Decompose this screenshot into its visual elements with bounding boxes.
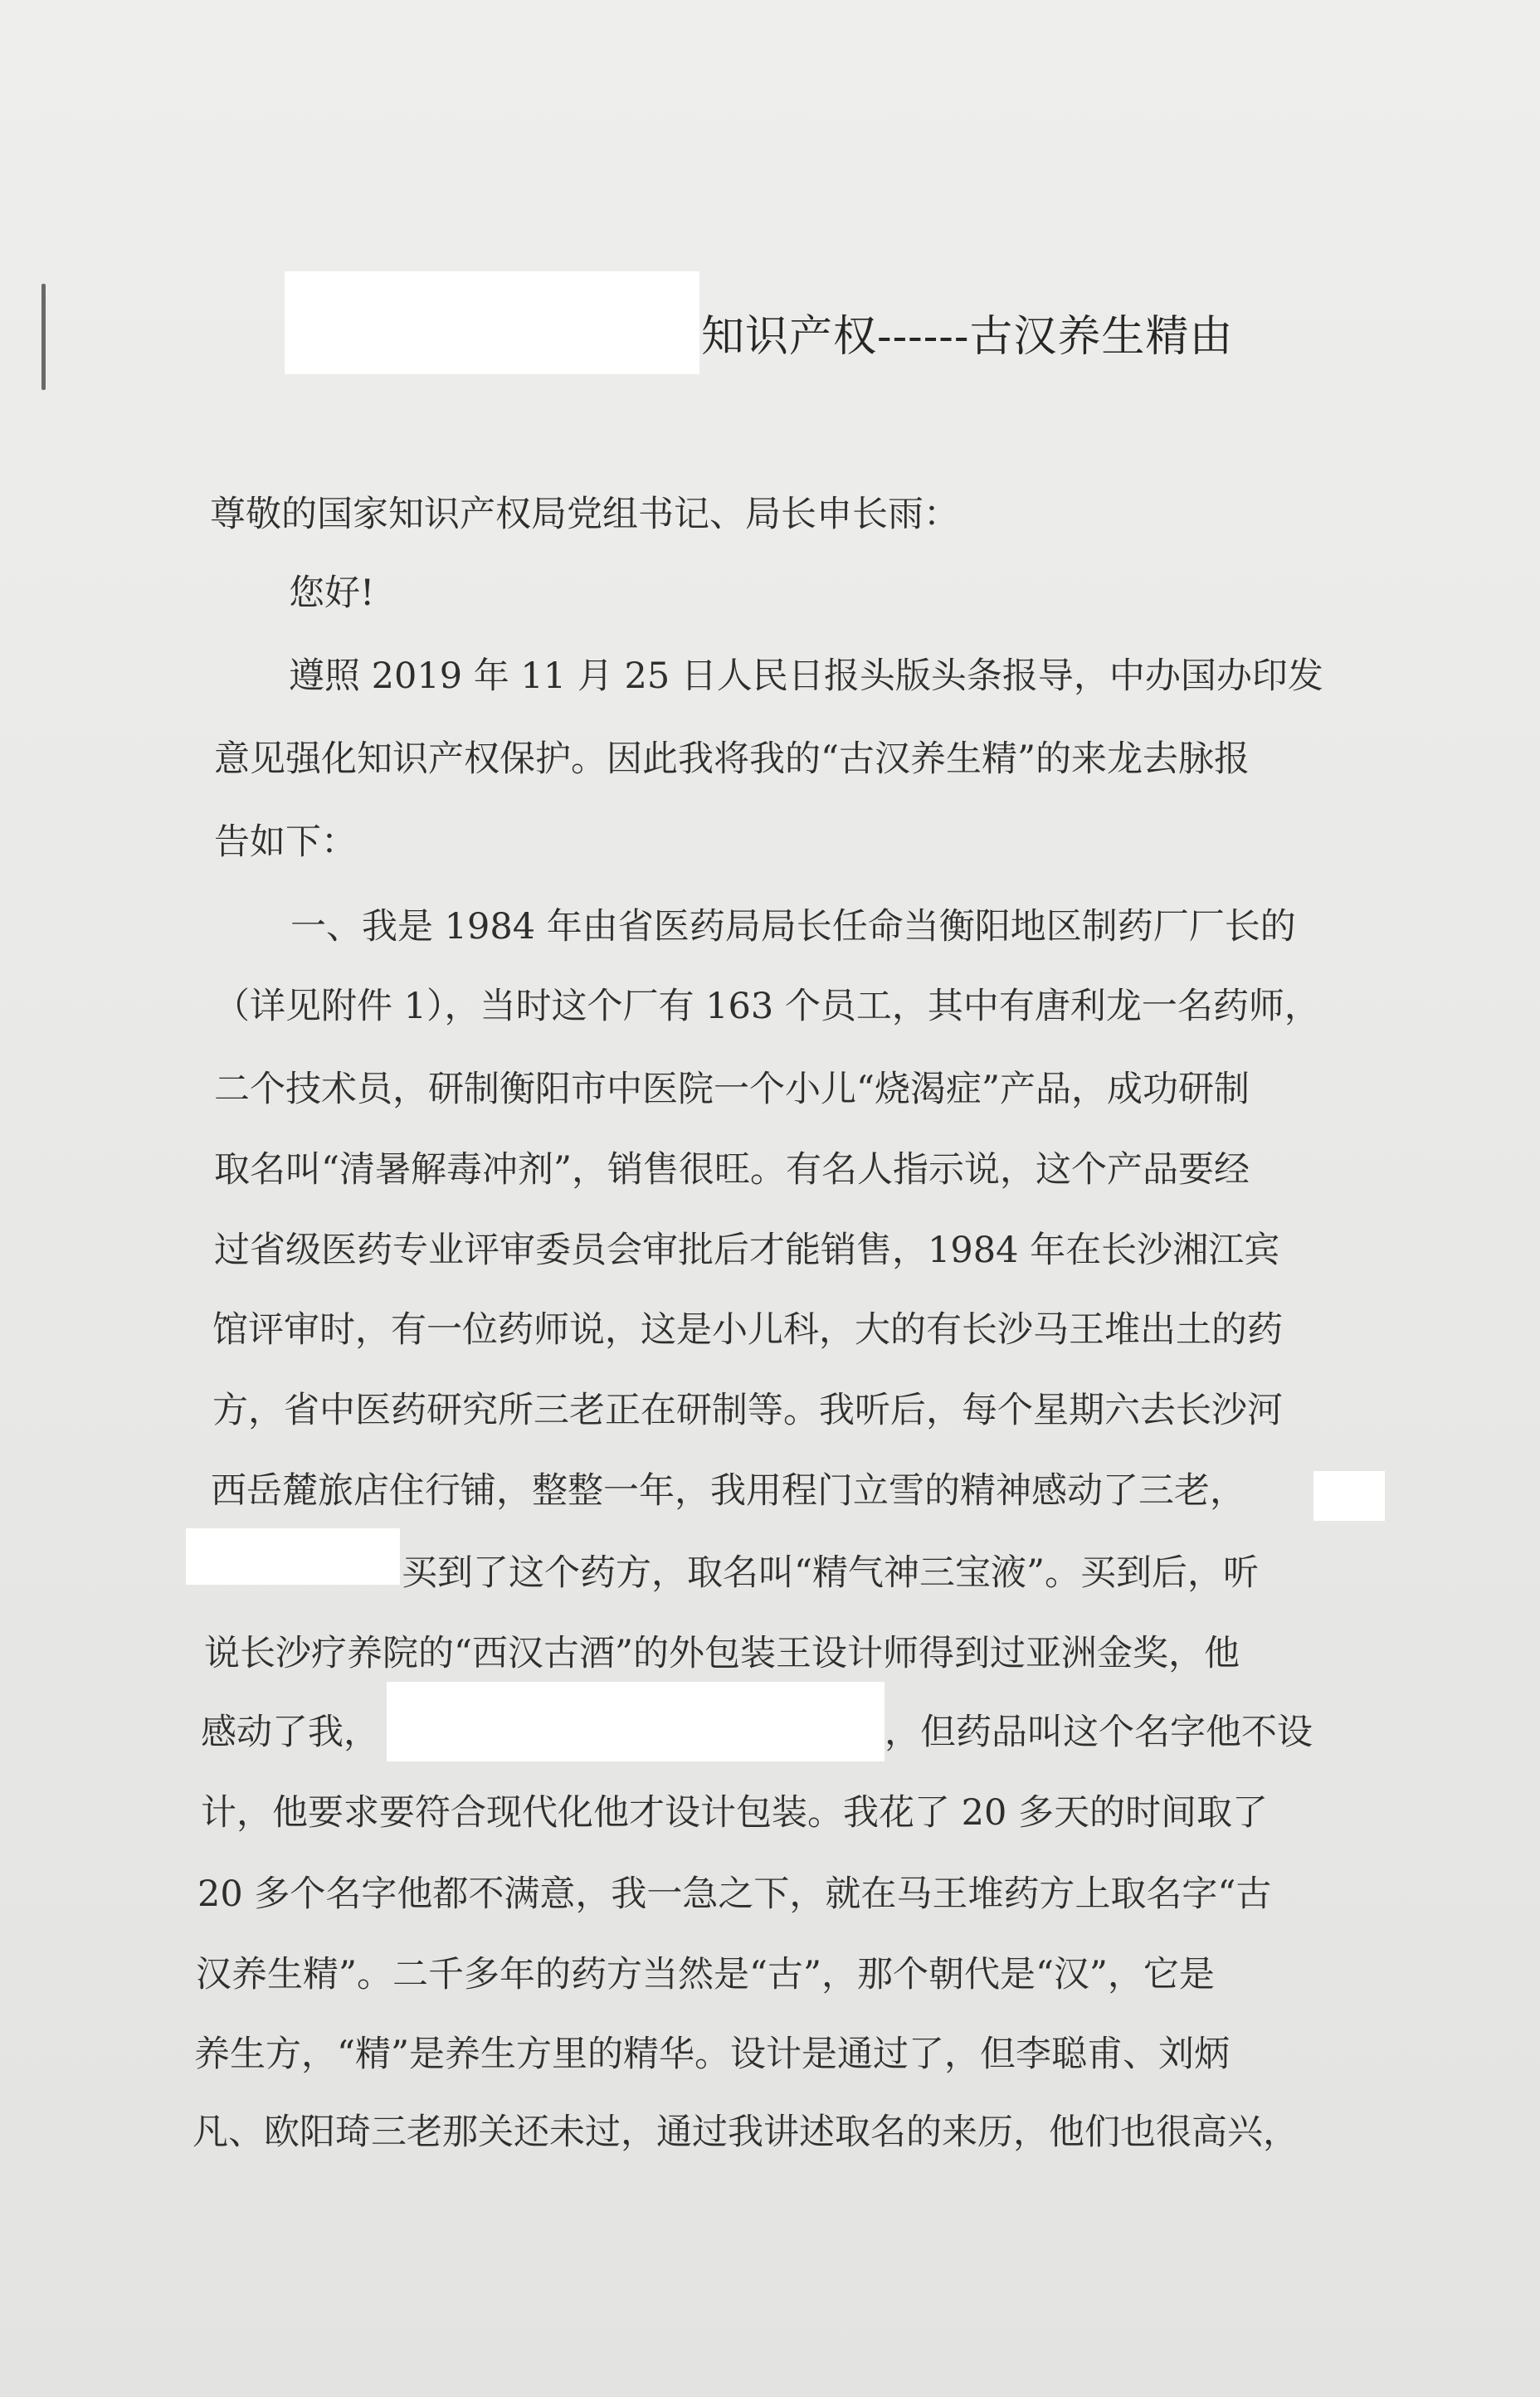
redaction-box <box>387 1682 885 1761</box>
body-line: 养生方，“精”是养生方里的精华。设计是通过了，但李聪甫、刘炳 <box>194 2034 1230 2075</box>
document-title: 知识产权------古汉养生精由 <box>701 312 1234 362</box>
redaction-box <box>285 271 699 374</box>
body-line: 方，省中医药研究所三老正在研制等。我听后，每个星期六去长沙河 <box>212 1390 1283 1431</box>
body-line: 取名叫“清暑解毒冲剂”，销售很旺。有名人指示说，这个产品要经 <box>214 1149 1250 1191</box>
body-line: 感动了我， <box>201 1712 379 1753</box>
body-line: （详见附件 1），当时这个厂有 163 个员工，其中有唐利龙一名药师， <box>214 986 1320 1027</box>
body-line: 意见强化知识产权保护。因此我将我的“古汉养生精”的来龙去脉报 <box>214 738 1250 780</box>
greeting: 您好! <box>289 572 375 614</box>
body-line: ，但药品叫这个名字他不设 <box>885 1712 1313 1753</box>
body-line: 西岳麓旅店住行铺，整整一年，我用程门立雪的精神感动了三老， <box>211 1470 1245 1512</box>
redaction-box <box>186 1528 400 1585</box>
body-line: 汉养生精”。二千多年的药方当然是“古”，那个朝代是“汉”，它是 <box>196 1954 1215 1995</box>
redaction-box <box>1313 1471 1385 1521</box>
body-line: 告如下： <box>214 821 357 863</box>
body-line: 遵照 2019 年 11 月 25 日人民日报头版头条报导，中办国办印发 <box>289 655 1323 697</box>
body-line: 20 多个名字他都不满意，我一急之下，就在马王堆药方上取名字“古 <box>197 1873 1272 1915</box>
body-line: 凡、欧阳琦三老那关还未过，通过我讲述取名的来历，他们也很高兴， <box>192 2112 1299 2153</box>
body-line: 计，他要求要符合现代化他才设计包装。我花了 20 多天的时间取了 <box>201 1792 1269 1834</box>
binder-mark <box>41 284 46 390</box>
body-line: 过省级医药专业评审委员会审批后才能销售，1984 年在长沙湘江宾 <box>214 1230 1280 1271</box>
body-line: 馆评审时，有一位药师说，这是小儿科，大的有长沙马王堆出土的药 <box>212 1309 1283 1351</box>
body-line: 说长沙疗养院的“西汉古酒”的外包装王设计师得到过亚洲金奖，他 <box>204 1633 1240 1674</box>
body-line: 买到了这个药方，取名叫“精气神三宝液”。买到后，听 <box>402 1552 1259 1594</box>
body-line: 二个技术员，研制衡阳市中医院一个小儿“烧渴症”产品，成功研制 <box>214 1069 1250 1110</box>
body-line: 一、我是 1984 年由省医药局局长任命当衡阳地区制药厂厂长的 <box>290 906 1296 948</box>
salutation: 尊敬的国家知识产权局党组书记、局长申长雨： <box>210 494 959 535</box>
